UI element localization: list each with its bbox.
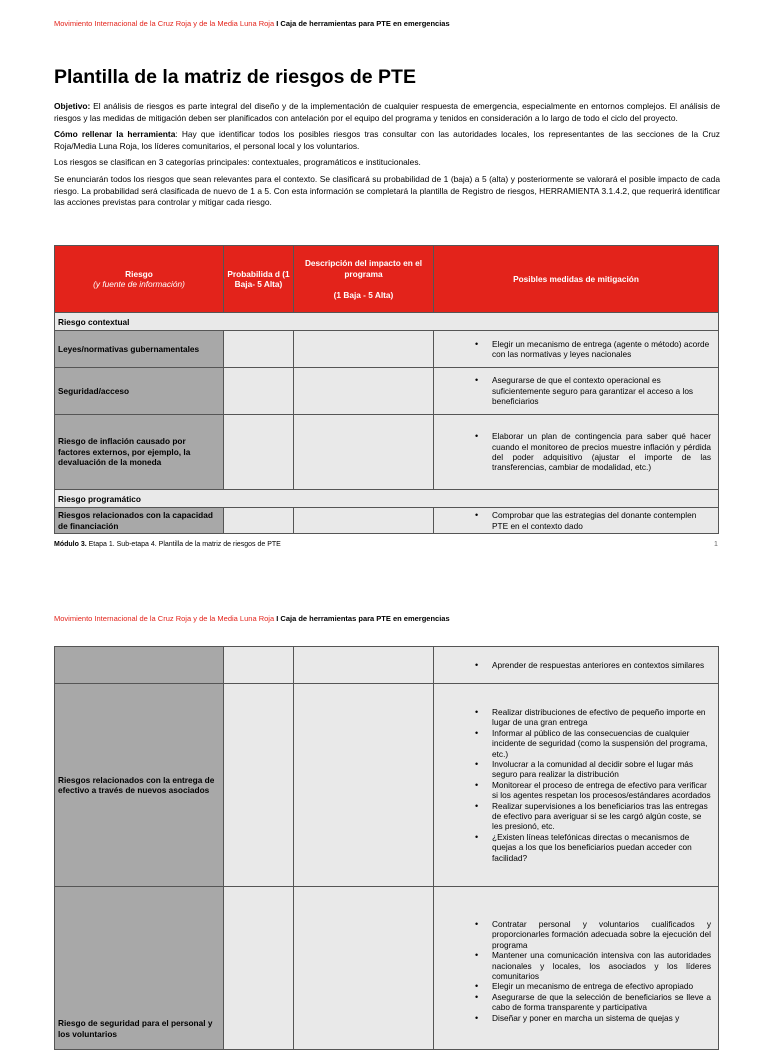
mitigation-cell (434, 415, 719, 490)
header-risk-sub: (y fuente de información) (93, 279, 185, 289)
probability-cell (224, 368, 294, 415)
mitigation-item: • Involucrar a la comunidad al decidir sobre el lugar más seguro para realizar la distribución (437, 759, 711, 780)
category-contextual: Riesgo contextual (55, 313, 719, 331)
risk-matrix-table-continued (54, 646, 719, 1050)
mitigation-cell (434, 887, 719, 1050)
risk-cell: Riesgos relacionados con la entrega de efectivo a través de nuevos asociados (55, 684, 224, 887)
table-row (55, 887, 719, 1050)
impact-cell (294, 368, 434, 415)
page-header-2 (54, 614, 450, 623)
header-risk-label: Riesgo (125, 268, 153, 279)
mitigation-item: • Asegurarse de que el contexto operacional es suficientemente seguro para garantizar el acceso a los beneficiarios (437, 375, 711, 406)
risk-cell: Riesgo de seguridad para el personal y los voluntarios (55, 887, 224, 1050)
mitigation-item: • ¿Existen líneas telefónicas directas o mecanismos de quejas a los que los beneficiarios puedan acceder con facilidad? (437, 832, 711, 863)
table-row (55, 508, 719, 534)
footer-module: Módulo 3. (54, 541, 87, 548)
mitigation-cell (434, 368, 719, 415)
table-header-row (55, 246, 719, 313)
page-footer (54, 541, 281, 548)
how-to-text: : Hay que identificar todos los posibles riesgos tras consultar con las autoridades locales, los representantes de las secciones de la Cruz Roja/Media Luna Roja, los líderes comunitarios, el personal local y los voluntarios. (54, 129, 720, 151)
mitigation-item: • Elegir un mecanismo de entrega (agente o método) acorde con las normativas y leyes nacionales (437, 339, 711, 360)
impact-cell (294, 684, 434, 887)
table-row (55, 647, 719, 684)
table-row (55, 415, 719, 490)
mitigation-item: • Contratar personal y voluntarios cualificados y proporcionarles formación adecuada sobre la ejecución del programa (437, 919, 711, 950)
header-separator: I (276, 19, 279, 28)
risk-cell: Leyes/normativas gubernamentales (55, 331, 224, 368)
mitigation-item: • Elaborar un plan de contingencia para saber qué hacer cuando el monitoreo de precios muestre inflación y pérdida del poder adquisitivo (ajustar el importe de las transferencias, cambiar de modalidad, etc.) (437, 431, 711, 473)
probability-cell (224, 647, 294, 684)
impact-cell (294, 508, 434, 534)
objective-text: El análisis de riesgos es parte integral del diseño y de la implementación de cualquier respuesta de emergencia, especialmente en entornos complejos. El análisis de riesgos y las medidas de mitigación deben ser planificados con antelación por el equipo del programa y tenidos en consideración a lo largo de todo el ciclo del proyecto. (54, 101, 720, 123)
categories-paragraph: Los riesgos se clasifican en 3 categorías principales: contextuales, programáticos e institucionales. (54, 157, 421, 168)
category-row (55, 313, 719, 331)
header-impact-scale: (1 Baja - 5 Alta) (333, 289, 394, 300)
header-impact (294, 246, 434, 313)
organization-name: Movimiento Internacional de la Cruz Roja y de la Media Luna Roja (54, 19, 275, 28)
mitigation-item: • Diseñar y poner en marcha un sistema de quejas y (437, 1013, 711, 1023)
mitigation-item: • Mantener una comunicación intensiva con las autoridades nacionales y locales, los asociados y los líderes comunitarios (437, 950, 711, 981)
impact-cell (294, 647, 434, 684)
mitigation-cell (434, 647, 719, 684)
risk-cell: Seguridad/acceso (55, 368, 224, 415)
category-row (55, 490, 719, 508)
mitigation-item: • Monitorear el proceso de entrega de efectivo para verificar si los agentes respetan los procesos/estándares acordados (437, 780, 711, 801)
intro-text (54, 101, 720, 214)
toolbox-name: Caja de herramientas para PTE en emergencias (280, 19, 450, 28)
header-separator: I (276, 614, 279, 623)
how-to-paragraph (54, 129, 720, 152)
table-row (55, 368, 719, 415)
category-programmatic: Riesgo programático (55, 490, 719, 508)
probability-cell (224, 508, 294, 534)
risk-cell (55, 647, 224, 684)
impact-cell (294, 415, 434, 490)
header-impact-label: Descripción del impacto en el programa (304, 258, 423, 279)
toolbox-name: Caja de herramientas para PTE en emergencias (280, 614, 450, 623)
mitigation-item: • Realizar distribuciones de efectivo de pequeño importe en lugar de una gran entrega (437, 707, 711, 728)
probability-cell (224, 331, 294, 368)
risk-cell: Riesgos relacionados con la capacidad de financiación (55, 508, 224, 534)
probability-cell (224, 684, 294, 887)
mitigation-item: • Aprender de respuestas anteriores en contextos similares (437, 660, 711, 670)
probability-cell (224, 887, 294, 1050)
header-probability: Probabilida d (1 Baja- 5 Alta) (224, 246, 294, 313)
impact-cell (294, 331, 434, 368)
footer-text: Etapa 1. Sub-etapa 4. Plantilla de la matriz de riesgos de PTE (86, 541, 281, 548)
objective-paragraph (54, 101, 720, 124)
objective-label: Objetivo: (54, 101, 91, 111)
table-row (55, 331, 719, 368)
mitigation-item: • Comprobar que las estrategias del donante contemplen PTE en el contexto dado (437, 510, 711, 531)
page-header (54, 19, 450, 28)
risk-matrix-table (54, 245, 719, 534)
impact-cell (294, 887, 434, 1050)
mitigation-cell (434, 684, 719, 887)
risk-cell: Riesgo de inflación causado por factores externos, por ejemplo, la devaluación de la moneda (55, 415, 224, 490)
mitigation-item: • Realizar supervisiones a los beneficiarios tras las entregas de efectivo para averiguar si se les cargó algún coste, se les presionó, etc. (437, 801, 711, 832)
how-to-label: Cómo rellenar la herramienta (54, 129, 176, 140)
mitigation-item: • Asegurarse de que la selección de beneficiarios se lleve a cabo de forma transparente y participativa (437, 992, 711, 1013)
header-mitigation: Posibles medidas de mitigación (434, 246, 719, 313)
mitigation-cell (434, 508, 719, 534)
mitigation-item: • Elegir un mecanismo de entrega de efectivo apropiado (437, 981, 711, 991)
table-row (55, 684, 719, 887)
page-number: 1 (714, 541, 718, 548)
organization-name: Movimiento Internacional de la Cruz Roja y de la Media Luna Roja (54, 614, 275, 623)
page-title: Plantilla de la matriz de riesgos de PTE (54, 66, 416, 88)
mitigation-item: • Informar al público de las consecuencias de cualquier incidente de seguridad (como la suspensión del programa, etc.) (437, 728, 711, 759)
mitigation-cell (434, 331, 719, 368)
scale-paragraph: Se enunciarán todos los riesgos que sean relevantes para el contexto. Se clasificará su probabilidad de 1 (baja) a 5 (alta) y posteriormente se valorará el posible impacto de cada riesgo. La probabilidad será clasificada de nuevo de 1 a 5. Con esta información se completará la plantilla de Registro de riesgos, HERRAMIENTA 3.1.4.2, que requerirá identificar las acciones previstas para controlar y mitigar cada riesgo. (54, 173, 720, 208)
probability-cell (224, 415, 294, 490)
header-risk (55, 246, 224, 313)
